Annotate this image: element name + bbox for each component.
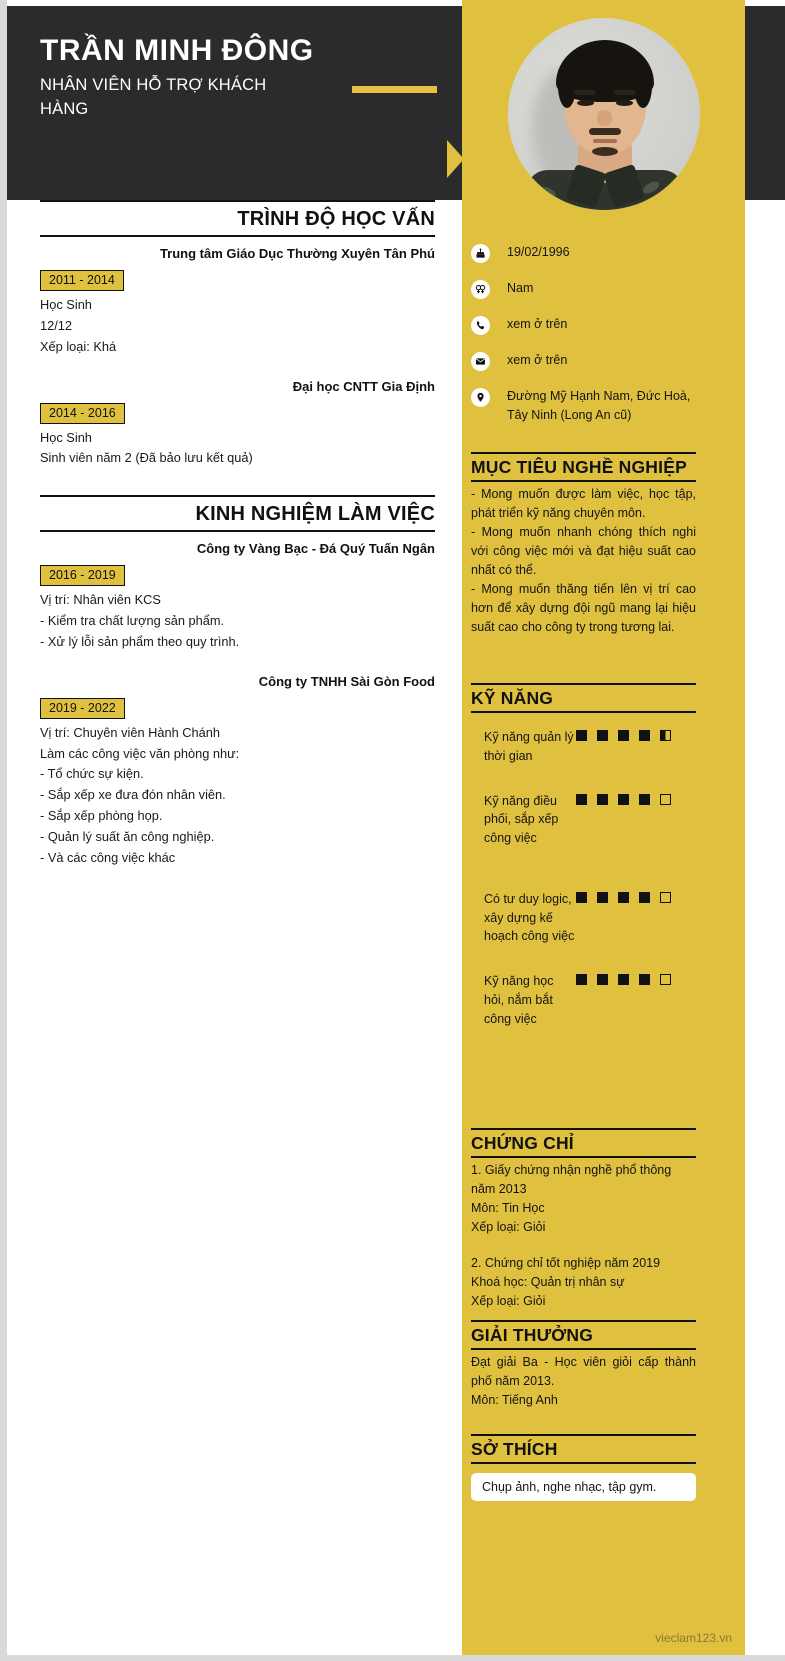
contact-value: xem ở trên <box>507 317 568 331</box>
experience-item <box>40 674 435 869</box>
skill-rating <box>576 890 671 903</box>
section-hobbies <box>471 1434 696 1501</box>
certificates-body <box>471 1161 696 1311</box>
skill-label: Kỹ năng học hỏi, nắm bắt công việc <box>484 974 554 1026</box>
objective-line: - Mong muốn được làm việc, học tập, phát triển kỹ năng chuyên môn. <box>471 487 696 520</box>
contact-value: Nam <box>507 281 534 295</box>
section-certificates <box>471 1128 696 1311</box>
phone-icon <box>471 316 490 335</box>
section-heading: KỸ NĂNG <box>471 683 696 713</box>
skill-item <box>471 728 696 766</box>
contact-item-phone[interactable] <box>471 315 739 335</box>
section-heading: CHỨNG CHỈ <box>471 1128 696 1158</box>
experience-line: - Và các công việc khác <box>40 849 176 865</box>
contact-value: Đường Mỹ Hạnh Nam, Đức Hoà, Tây Ninh (Long An cũ) <box>507 389 691 422</box>
photo-area <box>462 6 745 244</box>
education-line: 12/12 <box>40 317 73 333</box>
section-heading: MỤC TIÊU NGHỀ NGHIỆP <box>471 452 696 482</box>
section-education <box>40 200 435 469</box>
candidate-name: TRẦN MINH ĐÔNG <box>40 34 314 67</box>
education-org: Đại học CNTT Gia Định <box>292 378 435 394</box>
section-heading: SỞ THÍCH <box>471 1434 696 1464</box>
skill-label: Có tư duy logic, xây dựng kế hoạch công việc <box>484 891 575 944</box>
certificate-line: 1. Giấy chứng nhận nghề phổ thông năm 2013 <box>471 1163 672 1196</box>
certificate-line: Khoá học: Quản trị nhân sự <box>471 1275 625 1289</box>
header-text-block <box>40 34 440 121</box>
awards-body <box>471 1353 696 1410</box>
experience-line: Làm các công việc văn phòng như: <box>40 745 240 761</box>
experience-line: - Xử lý lỗi sản phẩm theo quy trình. <box>40 633 240 649</box>
certificate-line: Môn: Tin Học <box>471 1201 545 1215</box>
section-objective <box>471 452 696 637</box>
contact-item-address <box>471 387 739 425</box>
experience-line: - Sắp xếp xe đưa đón nhân viên. <box>40 787 226 803</box>
experience-item <box>40 541 435 653</box>
education-line: Học Sinh <box>40 297 92 312</box>
gender-icon <box>471 280 490 299</box>
cv-page <box>7 0 785 1655</box>
section-awards <box>471 1320 696 1410</box>
contact-value: xem ở trên <box>507 353 568 367</box>
section-heading: KINH NGHIỆM LÀM VIỆC <box>40 495 435 532</box>
skill-rating <box>576 728 671 741</box>
skill-rating <box>576 792 671 805</box>
skill-label: Kỹ năng điều phối, sắp xếp công việc <box>484 793 559 845</box>
experience-line: - Quản lý suất ăn công nghiệp. <box>40 828 215 844</box>
cv-sidebar <box>462 0 745 1655</box>
education-line: Sinh viên năm 2 (Đã bảo lưu kết quả) <box>40 450 253 466</box>
contact-item-gender <box>471 279 739 299</box>
candidate-job-title: NHÂN VIÊN HỖ TRỢ KHÁCH HÀNG <box>40 75 267 118</box>
header-accent-dash <box>352 86 437 93</box>
experience-years: 2019 - 2022 <box>40 698 125 719</box>
cv-main-column <box>7 200 462 869</box>
objective-body <box>471 485 696 637</box>
certificate-line: 2. Chứng chỉ tốt nghiệp năm 2019 <box>471 1256 661 1270</box>
location-pin-icon <box>471 388 490 407</box>
education-item <box>40 379 435 470</box>
skill-label: Kỹ năng quản lý thời gian <box>484 730 574 763</box>
contact-item-birthday <box>471 243 739 263</box>
skills-list <box>471 728 696 1028</box>
education-years: 2011 - 2014 <box>40 270 124 291</box>
section-heading: TRÌNH ĐỘ HỌC VẤN <box>40 200 435 237</box>
award-line: Môn: Tiếng Anh <box>471 1393 558 1407</box>
skill-item <box>471 972 696 1028</box>
experience-line: - Kiểm tra chất lượng sản phẩm. <box>40 613 225 629</box>
experience-line: - Sắp xếp phòng họp. <box>40 808 163 824</box>
skill-item <box>471 792 696 848</box>
section-skills <box>471 683 696 1042</box>
education-years: 2014 - 2016 <box>40 403 125 424</box>
email-icon <box>471 352 490 371</box>
experience-org: Công ty Vàng Bạc - Đá Quý Tuấn Ngân <box>196 541 435 557</box>
hobbies-value: Chụp ảnh, nghe nhạc, tập gym. <box>471 1473 696 1501</box>
objective-line: - Mong muốn nhanh chóng thích nghi với công việc mới và đạt hiệu suất cao nhất có thể. <box>471 525 696 577</box>
contact-list <box>471 243 739 441</box>
award-line: Đạt giải Ba - Học viên giỏi cấp thành phố năm 2013. <box>471 1355 696 1388</box>
birthday-cake-icon <box>471 244 490 263</box>
avatar <box>508 18 700 210</box>
skill-item <box>471 890 696 946</box>
contact-value: 19/02/1996 <box>507 245 570 259</box>
objective-line: - Mong muốn thăng tiến lên vị trí cao hơn để xây dựng đội ngũ mang lại hiệu suất cao cho công ty trong tương lai. <box>471 582 696 634</box>
contact-item-email[interactable] <box>471 351 739 371</box>
experience-years: 2016 - 2019 <box>40 565 125 586</box>
education-org: Trung tâm Giáo Dục Thường Xuyên Tân Phú <box>159 246 435 261</box>
certificate-line: Xếp loại: Giỏi <box>471 1294 546 1308</box>
section-heading: GIẢI THƯỞNG <box>471 1320 696 1350</box>
education-item <box>40 246 435 358</box>
education-line: Học Sinh <box>40 429 92 445</box>
experience-line: - Tổ chức sự kiện. <box>40 766 144 782</box>
experience-line: Vị trí: Nhân viên KCS <box>40 592 161 608</box>
education-line: Xếp loại: Khá <box>40 338 117 354</box>
section-experience <box>40 495 435 868</box>
certificate-line: Xếp loại: Giỏi <box>471 1220 546 1234</box>
experience-org: Công ty TNHH Sài Gòn Food <box>258 673 435 689</box>
watermark: vieclam123.vn <box>655 1631 732 1645</box>
skill-rating <box>576 972 671 985</box>
experience-line: Vị trí: Chuyên viên Hành Chánh <box>40 724 220 740</box>
